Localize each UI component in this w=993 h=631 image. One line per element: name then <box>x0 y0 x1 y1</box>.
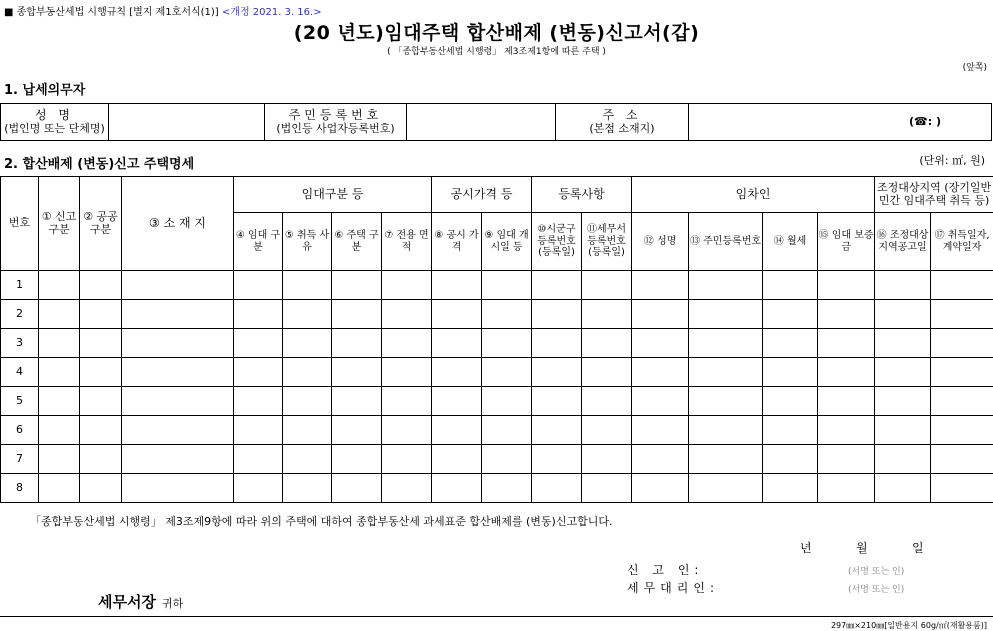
table-cell[interactable] <box>532 271 582 300</box>
table-cell[interactable] <box>234 387 283 416</box>
table-cell[interactable] <box>763 271 818 300</box>
table-cell[interactable] <box>931 358 993 387</box>
table-cell[interactable] <box>332 474 382 503</box>
table-cell[interactable] <box>382 271 432 300</box>
taxpayer-table <box>0 103 992 141</box>
col-posted-price-header: ⑧ 공시 가격 <box>432 213 482 271</box>
tax-office-name: 세무서장 <box>98 593 156 611</box>
table-cell[interactable] <box>432 358 482 387</box>
table-cell[interactable] <box>80 271 122 300</box>
table-cell[interactable] <box>332 387 382 416</box>
table-cell[interactable] <box>80 387 122 416</box>
table-cell[interactable] <box>632 358 689 387</box>
table-cell[interactable] <box>382 387 432 416</box>
table-cell[interactable] <box>582 387 632 416</box>
form-subtitle: ( 「종합부동산세법 시행령」 제3조제1항에 따른 주택 ) <box>387 47 606 57</box>
row-number: 2 <box>1 300 39 329</box>
table-cell[interactable] <box>122 271 234 300</box>
id-label: 주민등록번호 <box>288 107 383 122</box>
table-cell[interactable] <box>80 445 122 474</box>
tax-office-suffix: 귀하 <box>161 597 184 610</box>
table-cell[interactable] <box>532 445 582 474</box>
table-cell[interactable] <box>283 416 332 445</box>
table-cell[interactable] <box>432 416 482 445</box>
col-location-header: ③ 소 재 지 <box>122 177 234 271</box>
col-rental-type-header: ④ 임대 구분 <box>234 213 283 271</box>
table-cell[interactable] <box>283 329 332 358</box>
table-cell[interactable] <box>689 387 763 416</box>
table-cell[interactable] <box>582 271 632 300</box>
col-tenant-id-header: ⑬ 주민등록번호 <box>689 213 763 271</box>
table-cell[interactable] <box>39 271 80 300</box>
table-cell[interactable] <box>482 416 532 445</box>
reporter-sign-hint[interactable]: (서명 또는 인) <box>848 567 905 577</box>
table-cell[interactable] <box>122 300 234 329</box>
table-cell[interactable] <box>632 387 689 416</box>
table-cell[interactable] <box>532 300 582 329</box>
table-row <box>1 358 993 387</box>
table-cell[interactable] <box>875 358 931 387</box>
table-cell[interactable] <box>763 300 818 329</box>
table-cell[interactable] <box>122 445 234 474</box>
table-cell[interactable] <box>80 358 122 387</box>
date-year[interactable]: 년 <box>800 541 812 555</box>
table-cell[interactable] <box>283 445 332 474</box>
table-cell[interactable] <box>482 474 532 503</box>
table-cell[interactable] <box>382 474 432 503</box>
housing-table <box>0 176 993 503</box>
address-sub-label: (본점 소재지) <box>589 121 655 135</box>
table-cell[interactable] <box>931 387 993 416</box>
tax-office-addressee <box>98 591 183 612</box>
col-acquire-date-header: ⑰ 취득일자, 계약일자 <box>931 213 993 271</box>
table-row <box>1 416 993 445</box>
table-cell[interactable] <box>931 445 993 474</box>
address-label: 주 소 <box>602 107 642 122</box>
table-row <box>1 387 993 416</box>
form-header <box>4 3 322 18</box>
table-cell[interactable] <box>763 358 818 387</box>
table-cell[interactable] <box>432 474 482 503</box>
table-cell[interactable] <box>532 358 582 387</box>
table-cell[interactable] <box>39 445 80 474</box>
row-number: 3 <box>1 329 39 358</box>
col-deposit-header: ⑮ 임대 보증금 <box>818 213 875 271</box>
table-cell[interactable] <box>234 271 283 300</box>
table-row <box>1 445 993 474</box>
table-cell[interactable] <box>80 416 122 445</box>
table-cell[interactable] <box>875 300 931 329</box>
table-row <box>1 271 993 300</box>
table-cell[interactable] <box>122 387 234 416</box>
table-cell[interactable] <box>689 300 763 329</box>
table-cell[interactable] <box>931 474 993 503</box>
table-cell[interactable] <box>875 387 931 416</box>
table-cell[interactable] <box>818 300 875 329</box>
table-cell[interactable] <box>39 329 80 358</box>
id-label-cell <box>265 104 407 141</box>
table-cell[interactable] <box>122 474 234 503</box>
table-cell[interactable] <box>582 358 632 387</box>
bottom-divider <box>0 616 993 617</box>
table-cell[interactable] <box>283 387 332 416</box>
table-cell[interactable] <box>234 445 283 474</box>
paper-spec: 297㎜×210㎜[일반용지 60g/㎡(재활용품)] <box>830 621 987 630</box>
section2-heading: 2. 합산배제 (변동)신고 주택명세 <box>4 157 195 172</box>
date-month[interactable]: 월 <box>856 541 868 555</box>
table-cell[interactable] <box>39 300 80 329</box>
table-cell[interactable] <box>382 329 432 358</box>
table-cell[interactable] <box>818 329 875 358</box>
table-cell[interactable] <box>931 300 993 329</box>
table-cell[interactable] <box>818 358 875 387</box>
table-cell[interactable] <box>689 358 763 387</box>
table-cell[interactable] <box>632 329 689 358</box>
table-cell[interactable] <box>875 329 931 358</box>
table-cell[interactable] <box>432 445 482 474</box>
table-cell[interactable] <box>382 416 432 445</box>
agent-sign-hint[interactable]: (서명 또는 인) <box>848 585 905 595</box>
group-adjustment-header: 조정대상지역 (장기일반민간 임대주택 취득 등) <box>875 177 993 213</box>
group-price-header: 공시가격 등 <box>432 177 532 213</box>
table-cell[interactable] <box>283 358 332 387</box>
table-cell[interactable] <box>80 474 122 503</box>
declaration-text: 「종합부동산세법 시행령」 제3조제9항에 따라 위의 주택에 대하여 종합부동산세 과세표준 합산배제를 (변동)신고합니다. <box>30 515 613 528</box>
table-cell[interactable] <box>122 329 234 358</box>
table-cell[interactable] <box>763 387 818 416</box>
col-monthly-rent-header: ⑭ 월세 <box>763 213 818 271</box>
group-rental-header: 임대구분 등 <box>234 177 432 213</box>
phone-label: (☎: ) <box>909 114 941 128</box>
table-cell[interactable] <box>632 271 689 300</box>
table-cell[interactable] <box>234 300 283 329</box>
table-cell[interactable] <box>931 271 993 300</box>
col-number-header: 번호 <box>1 177 39 271</box>
report-date <box>800 539 968 556</box>
row-number: 7 <box>1 445 39 474</box>
form-title: (20 년도)임대주택 합산배제 (변동)신고서(갑) <box>293 22 700 44</box>
id-sub-label: (법인등 사업자등록번호) <box>276 121 395 135</box>
table-cell[interactable] <box>763 474 818 503</box>
table-row <box>1 300 993 329</box>
col-adjust-date-header: ⑯ 조정대상 지역공고일 <box>875 213 931 271</box>
table-cell[interactable] <box>432 387 482 416</box>
table-cell[interactable] <box>382 358 432 387</box>
table-cell[interactable] <box>689 474 763 503</box>
col-report-type-header: ① 신고 구분 <box>39 177 80 271</box>
table-cell[interactable] <box>818 474 875 503</box>
reporter-label: 신 고 인: <box>627 563 704 577</box>
table-cell[interactable] <box>332 300 382 329</box>
col-city-reg-header: ⑩시군구 등록번호 (등록일) <box>532 213 582 271</box>
table-cell[interactable] <box>382 445 432 474</box>
table-cell[interactable] <box>532 416 582 445</box>
housing-table-body <box>1 271 993 503</box>
table-cell[interactable] <box>482 358 532 387</box>
group-registration-header: 등록사항 <box>532 177 632 213</box>
col-area-header: ⑦ 전용 면적 <box>382 213 432 271</box>
table-cell[interactable] <box>632 416 689 445</box>
col-taxoffice-reg-header: ⑪세무서 등록번호 (등록일) <box>582 213 632 271</box>
name-input-cell[interactable] <box>109 104 265 141</box>
table-cell[interactable] <box>582 329 632 358</box>
table-cell[interactable] <box>39 416 80 445</box>
table-cell[interactable] <box>332 329 382 358</box>
table-cell[interactable] <box>931 416 993 445</box>
table-cell[interactable] <box>763 445 818 474</box>
table-cell[interactable] <box>582 300 632 329</box>
table-cell[interactable] <box>582 445 632 474</box>
address-label-cell <box>556 104 689 141</box>
table-cell[interactable] <box>818 445 875 474</box>
table-cell[interactable] <box>332 358 382 387</box>
table-cell[interactable] <box>432 271 482 300</box>
table-cell[interactable] <box>283 300 332 329</box>
table-cell[interactable] <box>875 445 931 474</box>
table-cell[interactable] <box>482 445 532 474</box>
agent-label: 세무대리인: <box>627 581 720 595</box>
row-number: 8 <box>1 474 39 503</box>
table-cell[interactable] <box>332 271 382 300</box>
table-cell[interactable] <box>482 329 532 358</box>
table-cell[interactable] <box>818 271 875 300</box>
law-reference: ■ 종합부동산세법 시행규칙 [별지 제1호서식(1)] <box>4 7 219 18</box>
table-cell[interactable] <box>582 474 632 503</box>
table-cell[interactable] <box>482 387 532 416</box>
table-cell[interactable] <box>763 416 818 445</box>
table-cell[interactable] <box>632 474 689 503</box>
id-input-cell[interactable] <box>407 104 556 141</box>
col-rental-start-header: ⑨ 임대 개시일 등 <box>482 213 532 271</box>
table-cell[interactable] <box>80 300 122 329</box>
col-public-type-header: ② 공공 구분 <box>80 177 122 271</box>
table-cell[interactable] <box>39 358 80 387</box>
table-cell[interactable] <box>689 416 763 445</box>
table-cell[interactable] <box>332 445 382 474</box>
table-cell[interactable] <box>122 416 234 445</box>
table-cell[interactable] <box>632 445 689 474</box>
col-house-type-header: ⑥ 주택 구분 <box>332 213 382 271</box>
unit-label: (단위: ㎡, 원) <box>919 154 985 167</box>
table-cell[interactable] <box>875 474 931 503</box>
name-label-cell <box>1 104 109 141</box>
table-cell[interactable] <box>234 358 283 387</box>
table-cell[interactable] <box>234 329 283 358</box>
row-number: 1 <box>1 271 39 300</box>
table-cell[interactable] <box>482 300 532 329</box>
table-cell[interactable] <box>763 329 818 358</box>
table-cell[interactable] <box>532 474 582 503</box>
table-cell[interactable] <box>931 329 993 358</box>
table-cell[interactable] <box>283 474 332 503</box>
col-tenant-name-header: ⑫ 성명 <box>632 213 689 271</box>
table-cell[interactable] <box>532 387 582 416</box>
table-cell[interactable] <box>382 300 432 329</box>
name-sub-label: (법인명 또는 단체명) <box>4 121 105 135</box>
row-number: 4 <box>1 358 39 387</box>
table-cell[interactable] <box>875 416 931 445</box>
table-cell[interactable] <box>122 358 234 387</box>
col-acquire-reason-header: ⑤ 취득 사유 <box>283 213 332 271</box>
table-cell[interactable] <box>234 474 283 503</box>
table-row <box>1 474 993 503</box>
table-cell[interactable] <box>234 416 283 445</box>
row-number: 5 <box>1 387 39 416</box>
table-cell[interactable] <box>532 329 582 358</box>
group-tenant-header: 임차인 <box>632 177 875 213</box>
date-day[interactable]: 일 <box>912 541 924 555</box>
name-label: 성 명 <box>35 107 74 122</box>
table-cell[interactable] <box>689 271 763 300</box>
table-cell[interactable] <box>432 329 482 358</box>
row-number: 6 <box>1 416 39 445</box>
table-cell[interactable] <box>818 387 875 416</box>
table-cell[interactable] <box>283 271 332 300</box>
table-cell[interactable] <box>582 416 632 445</box>
table-cell[interactable] <box>432 300 482 329</box>
table-cell[interactable] <box>332 416 382 445</box>
section1-heading: 1. 납세의무자 <box>4 83 86 98</box>
revision-link[interactable]: <개정 2021. 3. 16.> <box>221 7 322 18</box>
page-side-label: (앞쪽) <box>962 63 987 73</box>
address-input-cell[interactable] <box>689 104 992 141</box>
table-cell[interactable] <box>875 271 931 300</box>
table-row <box>1 329 993 358</box>
table-cell[interactable] <box>818 416 875 445</box>
table-cell[interactable] <box>689 445 763 474</box>
table-cell[interactable] <box>482 271 532 300</box>
table-cell[interactable] <box>80 329 122 358</box>
table-cell[interactable] <box>632 300 689 329</box>
table-cell[interactable] <box>39 474 80 503</box>
table-cell[interactable] <box>39 387 80 416</box>
table-cell[interactable] <box>689 329 763 358</box>
